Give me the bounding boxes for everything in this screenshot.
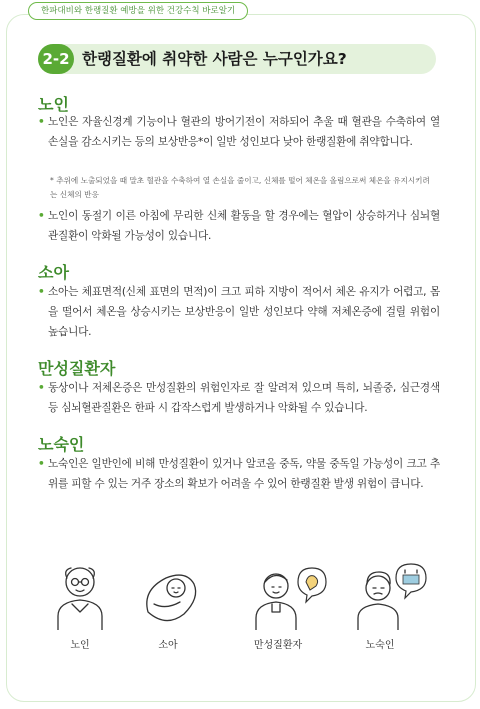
bullet-dot: • bbox=[38, 210, 45, 222]
figure-label-elderly: 노인 bbox=[70, 640, 90, 651]
section-number: 2-2 bbox=[38, 44, 74, 74]
bullet-child-1 bbox=[38, 282, 440, 342]
bullet-dot: • bbox=[38, 458, 45, 470]
group-title-chronic: 만성질환자 bbox=[38, 359, 116, 378]
bullet-text: 소아는 체표면적(신체 표면의 면적)이 크고 피하 지방이 적어서 체온 유지가 어렵고, 몸을 떨어서 체온을 상승시키는 보상반응이 일반 성인보다 약해 저체온증에 걸릴 위험이 높습니다. bbox=[48, 286, 440, 338]
figure-label-chronic: 만성질환자 bbox=[253, 640, 303, 651]
bullet-dot: • bbox=[38, 116, 45, 128]
footnote-elderly: * 추위에 노출되었을 때 말초 혈관을 수축하여 열 손실을 줄이고, 신체를 떨어 체온을 올림으로써 체온을 유지시키려는 신체의 반응 bbox=[50, 176, 430, 199]
elderly-figure-icon bbox=[40, 560, 120, 630]
group-title-homeless: 노숙인 bbox=[38, 435, 85, 454]
baby-figure-icon bbox=[128, 560, 208, 630]
bullet-text: 노인은 자율신경계 기능이나 혈관의 방어기전이 저하되어 추울 때 혈관을 수축하여 열 손실을 감소시키는 등의 보상반응*이 일반 성인보다 낮아 한랭질환에 취약합니다. bbox=[48, 116, 440, 148]
group-title-child: 소아 bbox=[38, 263, 69, 282]
group-title-elderly: 노인 bbox=[38, 95, 69, 114]
bullet-text: 동상이나 저체온증은 만성질환의 위험인자로 잘 알려져 있으며 특히, 뇌졸중, 심근경색 등 심뇌혈관질환은 한파 시 갑작스럽게 발생하거나 악화될 수 있습니다. bbox=[48, 382, 440, 414]
figure-label-child: 소아 bbox=[158, 640, 178, 651]
section-title: 한랭질환에 취약한 사람은 누구인가요? bbox=[82, 50, 347, 68]
chronic-patient-figure-icon bbox=[248, 560, 328, 630]
homeless-figure-icon bbox=[350, 560, 430, 630]
bullet-dot: • bbox=[38, 382, 45, 394]
bullet-elderly-1 bbox=[38, 112, 440, 152]
bullet-homeless-1 bbox=[38, 454, 440, 494]
bullet-chronic-1 bbox=[38, 378, 440, 418]
header-tag: 한파대비와 한랭질환 예방을 위한 건강수칙 바로알기 bbox=[28, 2, 248, 20]
bullet-elderly-2 bbox=[38, 206, 440, 246]
bullet-text: 노숙인은 일반인에 비해 만성질환이 있거나 알코올 중독, 약물 중독일 가능성이 크고 추위를 피할 수 있는 거주 장소의 확보가 어려울 수 있어 한랭질환 발생 위험이 큽니다. bbox=[48, 458, 440, 490]
bullet-text: 노인이 동절기 이른 아침에 무리한 신체 활동을 할 경우에는 혈압이 상승하거나 심뇌혈관질환이 악화될 가능성이 있습니다. bbox=[48, 210, 440, 242]
bullet-dot: • bbox=[38, 286, 45, 298]
figure-label-homeless: 노숙인 bbox=[365, 640, 395, 651]
